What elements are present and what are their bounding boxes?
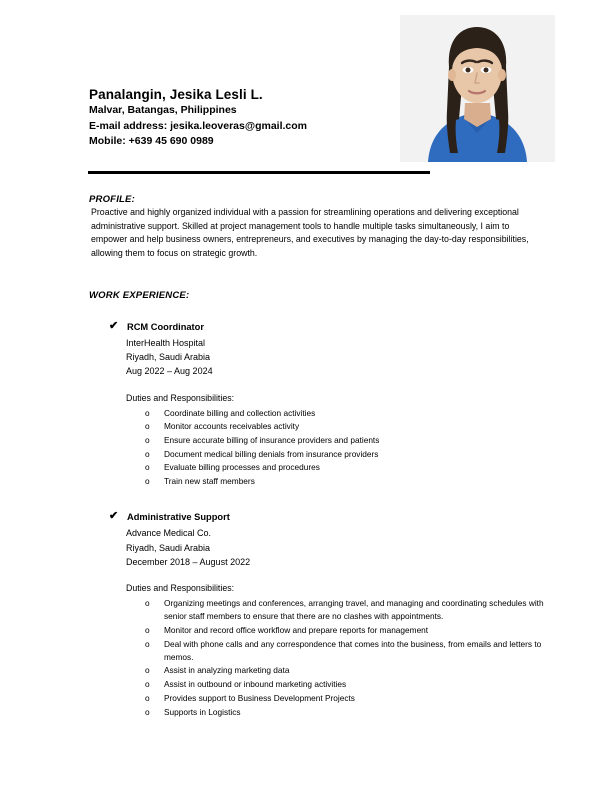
job-meta xyxy=(126,526,559,569)
work-experience-heading: WORK EXPERIENCE: xyxy=(89,290,190,301)
duty-text: Assist in analyzing marketing data xyxy=(164,665,290,676)
candidate-mobile: Mobile: +639 45 690 0989 xyxy=(89,135,214,147)
checkmark-icon: ✔ xyxy=(109,510,119,523)
duty-item xyxy=(89,664,559,677)
job-title: RCM Coordinator xyxy=(127,322,204,332)
profile-body: Proactive and highly organized individual with a passion for streamlining operations and delivering exceptional administrative support. Skilled at project management tools to handle multiple tasks simultaneously, I aim to empower and help business owners, entrepreneurs, and executives by managing the day-to-day responsibilities, allowing them to focus on strategic growth. xyxy=(91,207,529,258)
duty-text: Train new staff members xyxy=(164,476,255,487)
duty-bullet-icon: o xyxy=(145,421,150,432)
duty-text: Assist in outbound or inbound marketing activities xyxy=(164,679,347,690)
profile-section xyxy=(89,194,544,260)
duty-text: Monitor accounts receivables activity xyxy=(164,421,300,432)
candidate-email: E-mail address: jesika.leoveras@gmail.com xyxy=(89,119,308,132)
duty-text: Coordinate billing and collection activities xyxy=(164,407,316,418)
job-entry xyxy=(89,320,559,488)
duty-item xyxy=(89,434,559,447)
duty-item xyxy=(89,692,559,705)
duties-label: Duties and Responsibilities: xyxy=(126,582,235,593)
work-experience-section xyxy=(89,320,559,719)
duty-text: Organizing meetings and conferences, arranging travel, and managing and coordinating schedules with senior staff members to ensure that there are no clashes with appointments. xyxy=(164,597,544,622)
duty-text: Provides support to Business Development Projects xyxy=(164,692,355,703)
duty-item xyxy=(89,706,559,719)
duty-bullet-icon: o xyxy=(145,706,150,717)
duty-bullet-icon: o xyxy=(145,679,150,690)
portrait-photo xyxy=(400,15,555,162)
job-title-row xyxy=(89,320,559,334)
duty-item xyxy=(89,420,559,433)
duty-item xyxy=(89,678,559,691)
duty-bullet-icon: o xyxy=(145,665,150,676)
duty-item xyxy=(89,624,559,637)
duties-list xyxy=(89,597,559,719)
job-company: Advance Medical Co. xyxy=(126,528,212,539)
job-location: Riyadh, Saudi Arabia xyxy=(126,542,211,553)
portrait-photo-graphic xyxy=(400,15,555,162)
job-meta xyxy=(126,336,559,379)
duty-bullet-icon: o xyxy=(145,624,150,635)
job-company: InterHealth Hospital xyxy=(126,338,206,348)
resume-header xyxy=(89,86,307,150)
candidate-address: Malvar, Batangas, Philippines xyxy=(89,104,237,116)
job-entry xyxy=(89,510,559,718)
duty-bullet-icon: o xyxy=(145,448,150,459)
duty-item xyxy=(89,407,559,420)
duty-text: Supports in Logistics xyxy=(164,706,241,717)
duty-item xyxy=(89,597,559,623)
duty-item xyxy=(89,475,559,488)
duty-bullet-icon: o xyxy=(145,597,150,608)
duty-item xyxy=(89,461,559,474)
duty-text: Monitor and record office workflow and prepare reports for management xyxy=(164,624,429,635)
checkmark-icon: ✔ xyxy=(109,320,119,332)
duty-text: Evaluate billing processes and procedures xyxy=(164,462,320,473)
job-dates: December 2018 – August 2022 xyxy=(126,556,251,567)
duty-bullet-icon: o xyxy=(145,638,150,649)
candidate-name: Panalangin, Jesika Lesli L. xyxy=(89,87,263,102)
job-title-row xyxy=(89,510,559,524)
duty-bullet-icon: o xyxy=(145,407,150,418)
duty-item xyxy=(89,638,559,664)
duty-bullet-icon: o xyxy=(145,476,150,487)
duties-list xyxy=(89,407,559,489)
duty-text: Document medical billing denials from insurance providers xyxy=(164,448,379,459)
job-title: Administrative Support xyxy=(127,512,230,523)
duty-text: Ensure accurate billing of insurance providers and patients xyxy=(164,435,380,446)
duty-text: Deal with phone calls and any correspondence that comes into the business, from emails and letters to memos. xyxy=(164,638,542,662)
duty-bullet-icon: o xyxy=(145,692,150,703)
duty-bullet-icon: o xyxy=(145,435,150,446)
duty-item xyxy=(89,448,559,461)
duty-bullet-icon: o xyxy=(145,462,150,473)
duties-label: Duties and Responsibilities: xyxy=(126,392,235,403)
header-divider xyxy=(88,171,430,174)
job-location: Riyadh, Saudi Arabia xyxy=(126,352,211,363)
profile-heading: PROFILE: xyxy=(89,194,135,205)
job-dates: Aug 2022 – Aug 2024 xyxy=(126,366,213,377)
